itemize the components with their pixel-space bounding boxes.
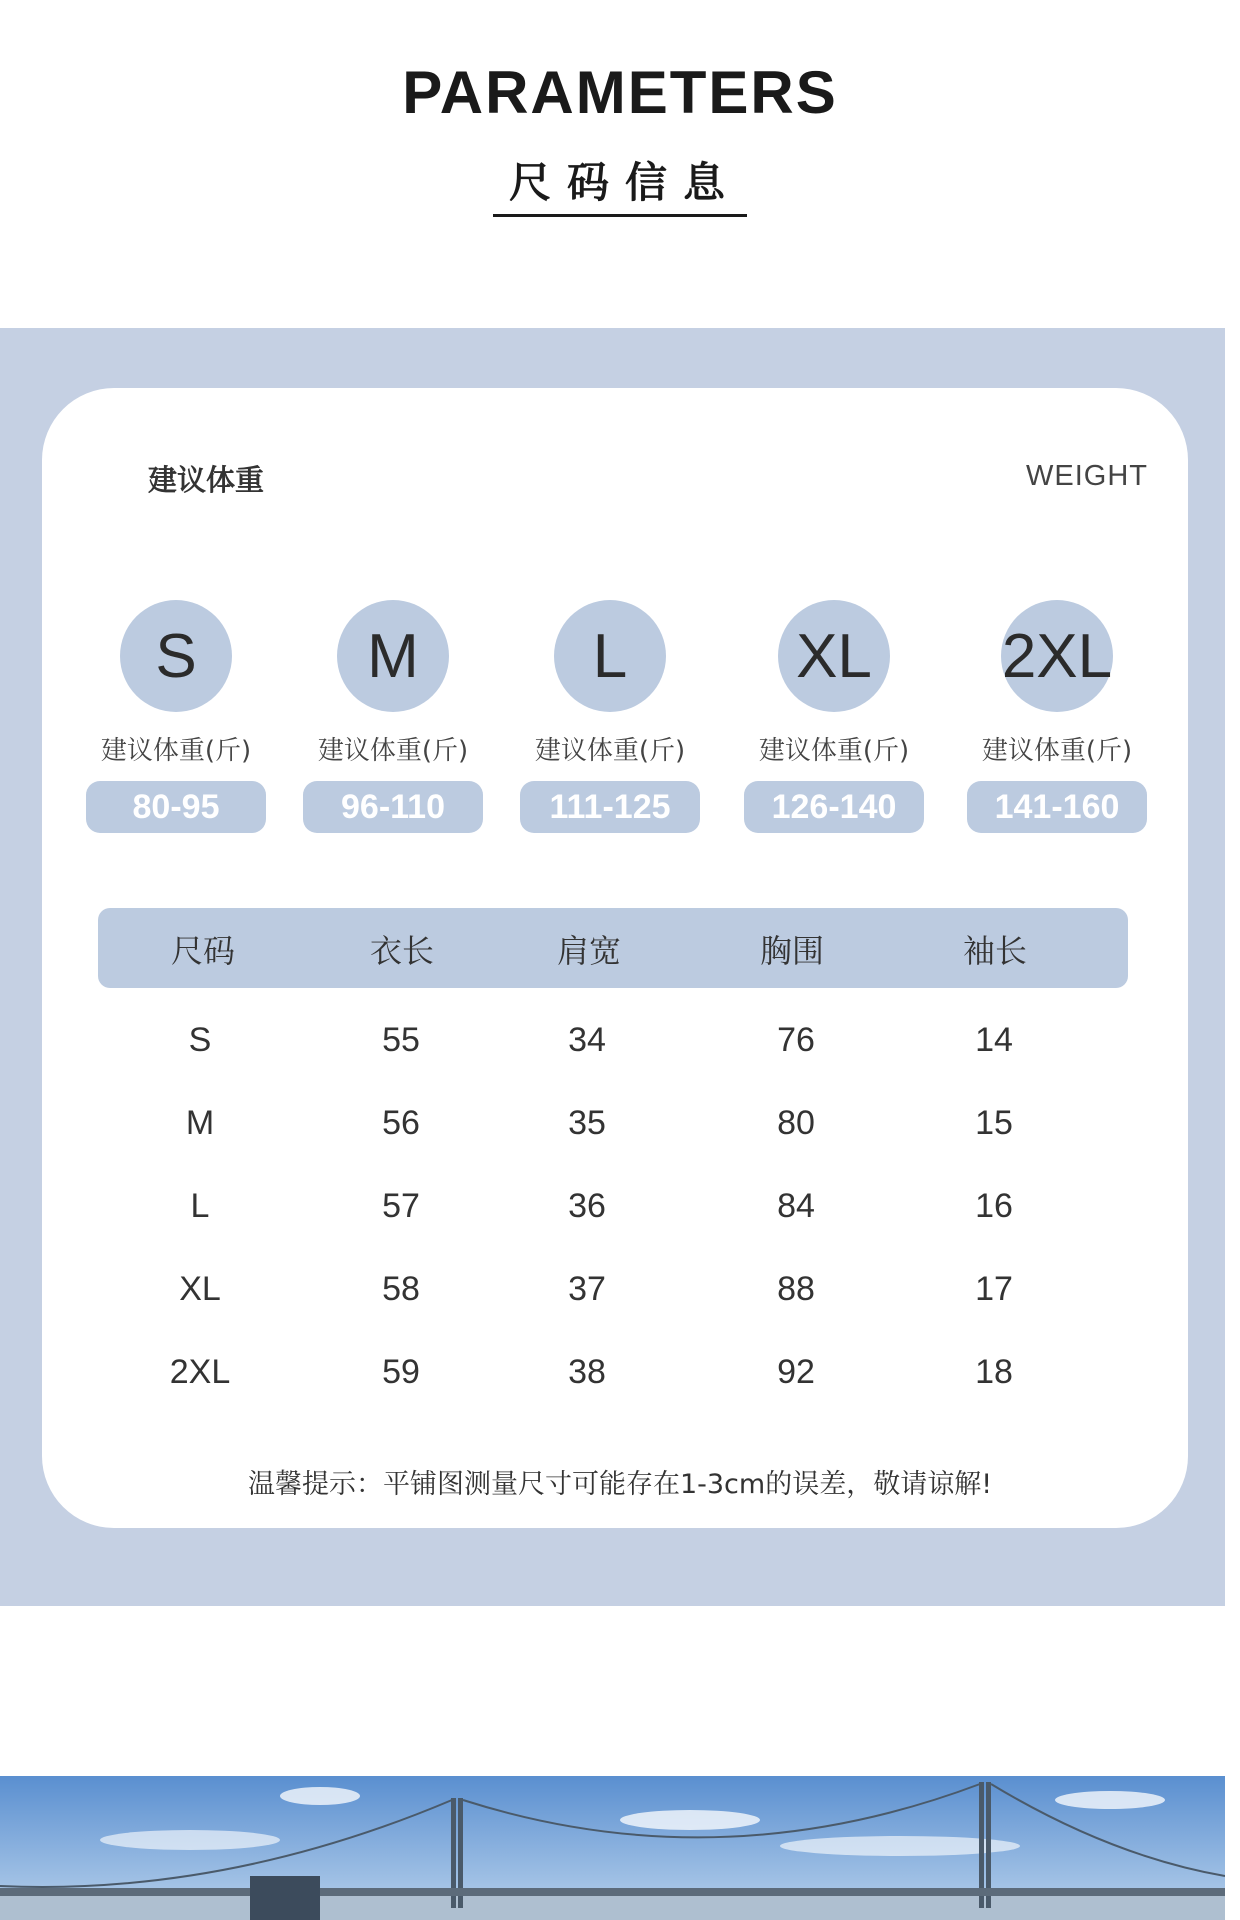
table-cell: 2XL: [169, 1353, 231, 1391]
table-cell: 38: [568, 1353, 606, 1391]
table-cell: 36: [568, 1187, 606, 1225]
size-table-header: [98, 908, 1128, 988]
size-weight-range: 126-140: [744, 781, 924, 833]
size-item-s: [81, 600, 271, 833]
bridge-photo: [0, 1776, 1225, 1920]
table-cell: M: [185, 1104, 215, 1142]
bridge-photo-art: [0, 1776, 1225, 1920]
table-cell: 59: [382, 1353, 420, 1391]
size-badge: M: [337, 600, 449, 712]
size-item-2xl: [962, 600, 1152, 833]
table-cell: 17: [975, 1270, 1013, 1308]
header: [0, 0, 1240, 330]
table-row: [98, 1345, 1128, 1405]
table-row: [98, 1013, 1128, 1073]
size-weight-note: 建议体重(斤): [100, 736, 252, 766]
size-weight-range: 80-95: [86, 781, 266, 833]
page-subtitle: 尺码信息: [493, 150, 747, 217]
measurement-tip: 温馨提示：平铺图测量尺寸可能存在1-3cm的误差，敬请谅解!: [247, 1469, 993, 1500]
table-cell: 37: [568, 1270, 606, 1308]
table-cell: 16: [975, 1187, 1013, 1225]
table-header-cell: 袖长: [962, 932, 1027, 970]
subtitle-wrap: [0, 150, 1240, 217]
size-badge: 2XL: [1001, 600, 1113, 712]
table-cell: 84: [777, 1187, 815, 1225]
table-cell: 55: [382, 1021, 420, 1059]
table-cell: 14: [975, 1021, 1013, 1059]
size-weight-note: 建议体重(斤): [981, 736, 1133, 766]
table-row: [98, 1262, 1128, 1322]
right-edge-strip: [1225, 328, 1240, 1920]
size-weight-range: 111-125: [520, 781, 700, 833]
size-weight-note: 建议体重(斤): [534, 736, 686, 766]
size-weight-range: 141-160: [967, 781, 1147, 833]
table-cell: 15: [975, 1104, 1013, 1142]
size-badge: S: [120, 600, 232, 712]
table-cell: 76: [777, 1021, 815, 1059]
size-weight-range: 96-110: [303, 781, 483, 833]
size-weight-note: 建议体重(斤): [317, 736, 469, 766]
table-cell: 80: [777, 1104, 815, 1142]
size-item-l: [515, 600, 705, 833]
table-cell: 57: [382, 1187, 420, 1225]
table-row: [98, 1179, 1128, 1239]
table-cell: 92: [777, 1353, 815, 1391]
size-item-xl: [739, 600, 929, 833]
table-header-cell: 胸围: [759, 932, 824, 970]
table-header-cell: 尺码: [170, 932, 235, 970]
weight-label-cn: 建议体重: [148, 463, 265, 497]
page-title: PARAMETERS: [402, 59, 838, 126]
table-cell: 56: [382, 1104, 420, 1142]
table-cell: 18: [975, 1353, 1013, 1391]
table-cell: 35: [568, 1104, 606, 1142]
table-row: [98, 1096, 1128, 1156]
size-weight-note: 建议体重(斤): [758, 736, 910, 766]
weight-label-en: WEIGHT: [1026, 460, 1148, 492]
table-header-cell: 肩宽: [556, 932, 621, 970]
size-badge: XL: [778, 600, 890, 712]
table-cell: 34: [568, 1021, 606, 1059]
size-badge: L: [554, 600, 666, 712]
table-cell: 58: [382, 1270, 420, 1308]
table-cell: XL: [179, 1270, 221, 1308]
table-cell: 88: [777, 1270, 815, 1308]
table-cell: L: [190, 1187, 210, 1225]
size-item-m: [298, 600, 488, 833]
table-header-cell: 衣长: [369, 932, 434, 970]
table-cell: S: [188, 1021, 212, 1059]
